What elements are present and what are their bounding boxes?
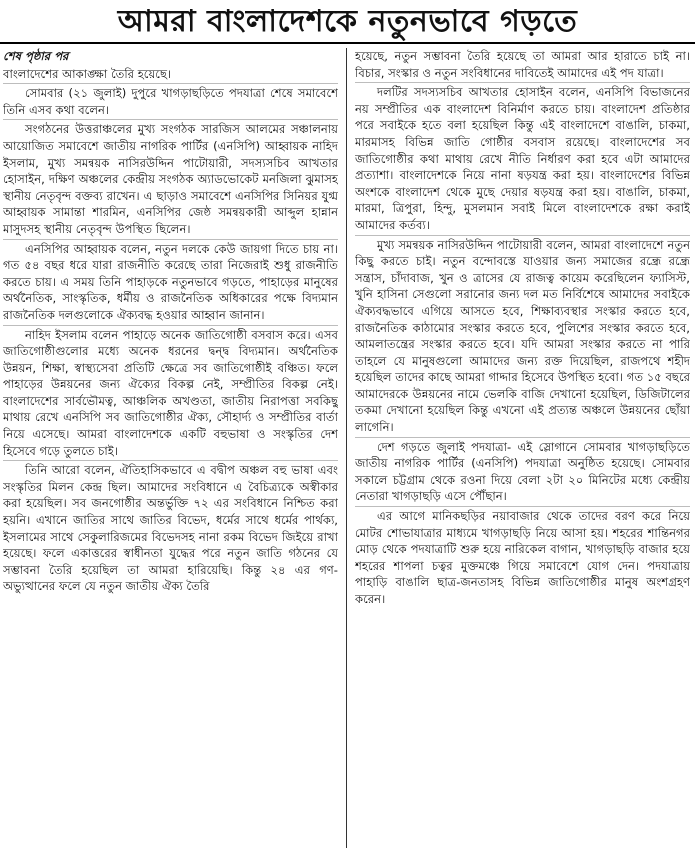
paragraph: দেশ গড়তে জুলাই পদযাত্রা- এই স্লোগানে সোমবার খাগড়াছড়িতে জাতীয় নাগরিক পার্টির (এনসিপি) পদযাত্রা অনুষ্ঠিত হয়েছে। সোমবার সকালে চট্টগ্রাম থেকে রওনা দিয়ে বেলা ২টা ২০ মিনিটের মধ্যে কেন্দ্রীয় নেতারা খাগড়াছড়ি এসে পৌঁছান। [355, 439, 690, 507]
paragraph: সংগঠনের উত্তরাঞ্চলের মুখ্য সংগঠক সারজিস আলমের সঞ্চালনায় আয়োজিত সমাবেশে জাতীয় নাগরিক পার্টির (এনসিপি) আহ্বায়ক নাহিদ ইসলাম, মুখ্য সমন্বয়ক নাসিরউদ্দিন পাটোয়ারী, সদস্যসচিব আখতার হোসাইন, দক্ষিণ অঞ্চলের কেন্দ্রীয় সংগঠক অ্যাডভোকেট মনজিলা ঝুমাসহ স্থানীয় নেতৃবৃন্দ বক্তব্য রাখেন। এ ছাড়াও সমাবেশে এনসিপির সিনিয়র যুগ্ম আহ্বায়ক সামান্তা শারমিন, এনসিপির জেষ্ঠ সমন্বয়কারী আব্দুল হান্নান মাসুদসহ স্থানীয় নেতৃবৃন্দ উপস্থিত ছিলেন। [3, 121, 338, 239]
continued-from-label: শেষ পৃষ্ঠার পর [3, 49, 69, 63]
paragraph: এনসিপির আহ্বায়ক বলেন, নতুন দলকে কেউ জায়গা দিতে চায় না। গত ৫৪ বছর ধরে যারা রাজনীতি করেছে তারা নিজেরাই শুধু রাজনীতি করতে চায়। এ সময় তিনি পাহাড়কে নতুনভাবে গড়তে, পাহাড়ের মানুষের অর্থনৈতিক, সাংস্কৃতিক, ধর্মীয় ও রাজনৈতিক অধিকারের পক্ষে বিদ্যমান রাজনৈতিক দলগুলোকে ঐক্যবদ্ধ হওয়ার আহ্বান জানান। [3, 241, 338, 326]
paragraph: তিনি আরো বলেন, ঐতিহাসিকভাবে এ বদ্বীপ অঞ্চল বহু ভাষা এবং সংস্কৃতির মিলন কেন্দ্র ছিল। আমাদের সংবিধানে এ বৈচিত্র্যকে অস্বীকার করা হয়েছিল। সব জনগোষ্ঠীর অন্তর্ভুক্তি ৭২ এর সংবিধানে নিশ্চিত করা হয়নি। এখানে জাতির সাথে জাতির বিভেদ, ধর্মের সাথে ধর্মের পার্থক্য, ইসলামের সাথে সেকুলারিজমের বিভেদসহ নানা রকম বিভেদ জিইয়ে রাখা হয়েছে। ফলে একাত্তরের স্বাধীনতা যুদ্ধের পরে নতুন জাতি গঠনের যে সম্ভাবনা তৈরি হয়েছিল তা আমরা হারিয়েছি। কিন্তু ২৪ এর গণ-অভ্যুত্থানের ফলে যে নতুন জাতীয় ঐক্য তৈরি [3, 463, 338, 594]
paragraph: দলটির সদস্যসচিব আখতার হোসাইন বলেন, এনসিপি বিভাজনের নয় সম্প্রীতির এক বাংলাদেশ বিনির্মাণ করতে চায়। বাংলাদেশ প্রতিষ্ঠার পরে সবাইকে হতে বলা হয়েছিল কিন্তু এই বাংলাদেশে বাঙালি, চাকমা, মারমাসহ বিভিন্ন জাতি গোষ্ঠীর বসবাস রয়েছে। বাংলাদেশের সব জাতিগোষ্ঠীর কথা মাথায় রেখে নীতি নির্ধারণ করা হবে এটা আমাদের প্রত্যাশা। বাংলাদেশকে নিয়ে নানা ষড়যন্ত্র করা হয়। বাংলাদেশের বিভিন্ন অংশকে বাংলাদেশ থেকে মুছে দেয়ার ষড়যন্ত্র করা হয়। বাঙালি, চাকমা, মারমা, ত্রিপুরা, হিন্দু, মুসলমান সবাই মিলে বাংলাদেশকে রক্ষা করাই আমাদের কর্তব্য। [355, 84, 690, 235]
article-column-left [3, 48, 338, 850]
paragraph: সোমবার (২১ জুলাই) দুপুরে খাগড়াছড়িতে পদযাত্রা শেষে সমাবেশে তিনি এসব কথা বলেন। [3, 85, 338, 120]
column-divider [346, 48, 347, 848]
paragraph: নাহিদ ইসলাম বলেন পাহাড়ে অনেক জাতিগোষ্ঠী বসবাস করে। এসব জাতিগোষ্ঠীগুলোর মধ্যে অনেক ধরনের দ্বন্দ্ব বিদ্যমান। অর্থনৈতিক উন্নয়ন, শিক্ষা, স্বাস্থ্যসেবা প্রতিটি ক্ষেত্রে সব জাতিগোষ্ঠীই বঞ্চিত। ফলে পাহাড়ের উন্নয়নের জন্য ঐক্যের বিকল্প নেই, সম্প্রীতির বিকল্প নেই। বাংলাদেশের সার্বভৌমত্ব, আঞ্চলিক অখণ্ডতা, জাতীয় নিরাপত্তা সবকিছু মাথায় রেখে এনসিপি সব জাতিগোষ্ঠীর ঐক্য, সৌহার্দ্য ও সম্প্রীতির বার্তা নিয়ে এসেছে। আমরা বাংলাদেশকে একটি বহুভাষা ও সংস্কৃতির দেশ হিসেবে গড়ে তুলতে চাই। [3, 327, 338, 462]
headline: আমরা বাংলাদেশকে নতুনভাবে গড়তে [117, 4, 578, 39]
article-column-right [355, 48, 690, 850]
paragraph: এর আগে মানিকছড়ির নয়াবাজার থেকে তাদের বরণ করে নিয়ে মোটর শোভাযাত্রার মাধ্যমে খাগড়াছড়ি নিয়ে আসা হয়। শহরের শান্তিনগর মোড় থেকে পদযাত্রাটি শুরু হয়ে নারিকেল বাগান, খাগড়াছড়ি বাজার হয়ে শহরের শাপলা চত্বর মুক্তমঞ্চে গিয়ে সমাবেশে যোগ দেন। পদযাত্রায় পাহাড়ি বাঙালি ছাত্র-জনতাসহ বিভিন্ন জাতিগোষ্ঠীর মানুষ অংশগ্রহণ করেন। [355, 509, 690, 606]
headline-rule [0, 42, 695, 44]
paragraph: মুখ্য সমন্বয়ক নাসিরউদ্দিন পাটোয়ারী বলেন, আমরা বাংলাদেশে নতুন কিছু করতে চাই। নতুন বন্দোবস্তে যাওয়ার জন্য সমাজের রন্ধ্রে রন্ধ্রে সন্ত্রাস, চাঁদাবাজ, খুন ও ত্রাসের যে রাজত্ব কায়েম করেছিলেন ফ্যাসিস্ট, খুনি হাসিনা সেগুলো সরানোর জন্য দল মত নির্বিশেষে আমাদের সবাইকে ঐক্যবদ্ধভাবে এগিয়ে আসতে হবে, শিক্ষাব্যবস্থার সংস্কার করতে হবে, রাজনৈতিক কাঠামোর সংস্কার করতে হবে, পুলিশের সংস্কার করতে হবে, আমলাতন্ত্রের সংস্কার করতে হবে। যদি আমরা সংস্কার করতে না পারি তাহলে যে মানুষগুলো আমাদের জন্য রক্ত দিয়েছিল, রাজপথে শহীদ হয়েছিল তাদের কাছে আমরা গাদ্দার হিসেবে উপস্থিত হবো। গত ১৫ বছরে আমাদেরকে উন্নয়নের নামে ভেলকি বাজি দেখানো হয়েছিল, ডিজিটালের তকমা দেখানো হয়েছিল কিন্তু এখনো এই প্রত্যন্ত অঞ্চলে উন্নয়নের ছোঁয়া লাগেনি। [355, 237, 690, 438]
paragraph: বাংলাদেশের আকাঙ্ক্ষা তৈরি হয়েছে। [3, 66, 338, 85]
paragraph: হয়েছে, নতুন সম্ভাবনা তৈরি হয়েছে তা আমরা আর হারাতে চাই না। বিচার, সংস্কার ও নতুন সংবিধানের দাবিতেই আমাদের এই পদ যাত্রা। [355, 48, 690, 83]
